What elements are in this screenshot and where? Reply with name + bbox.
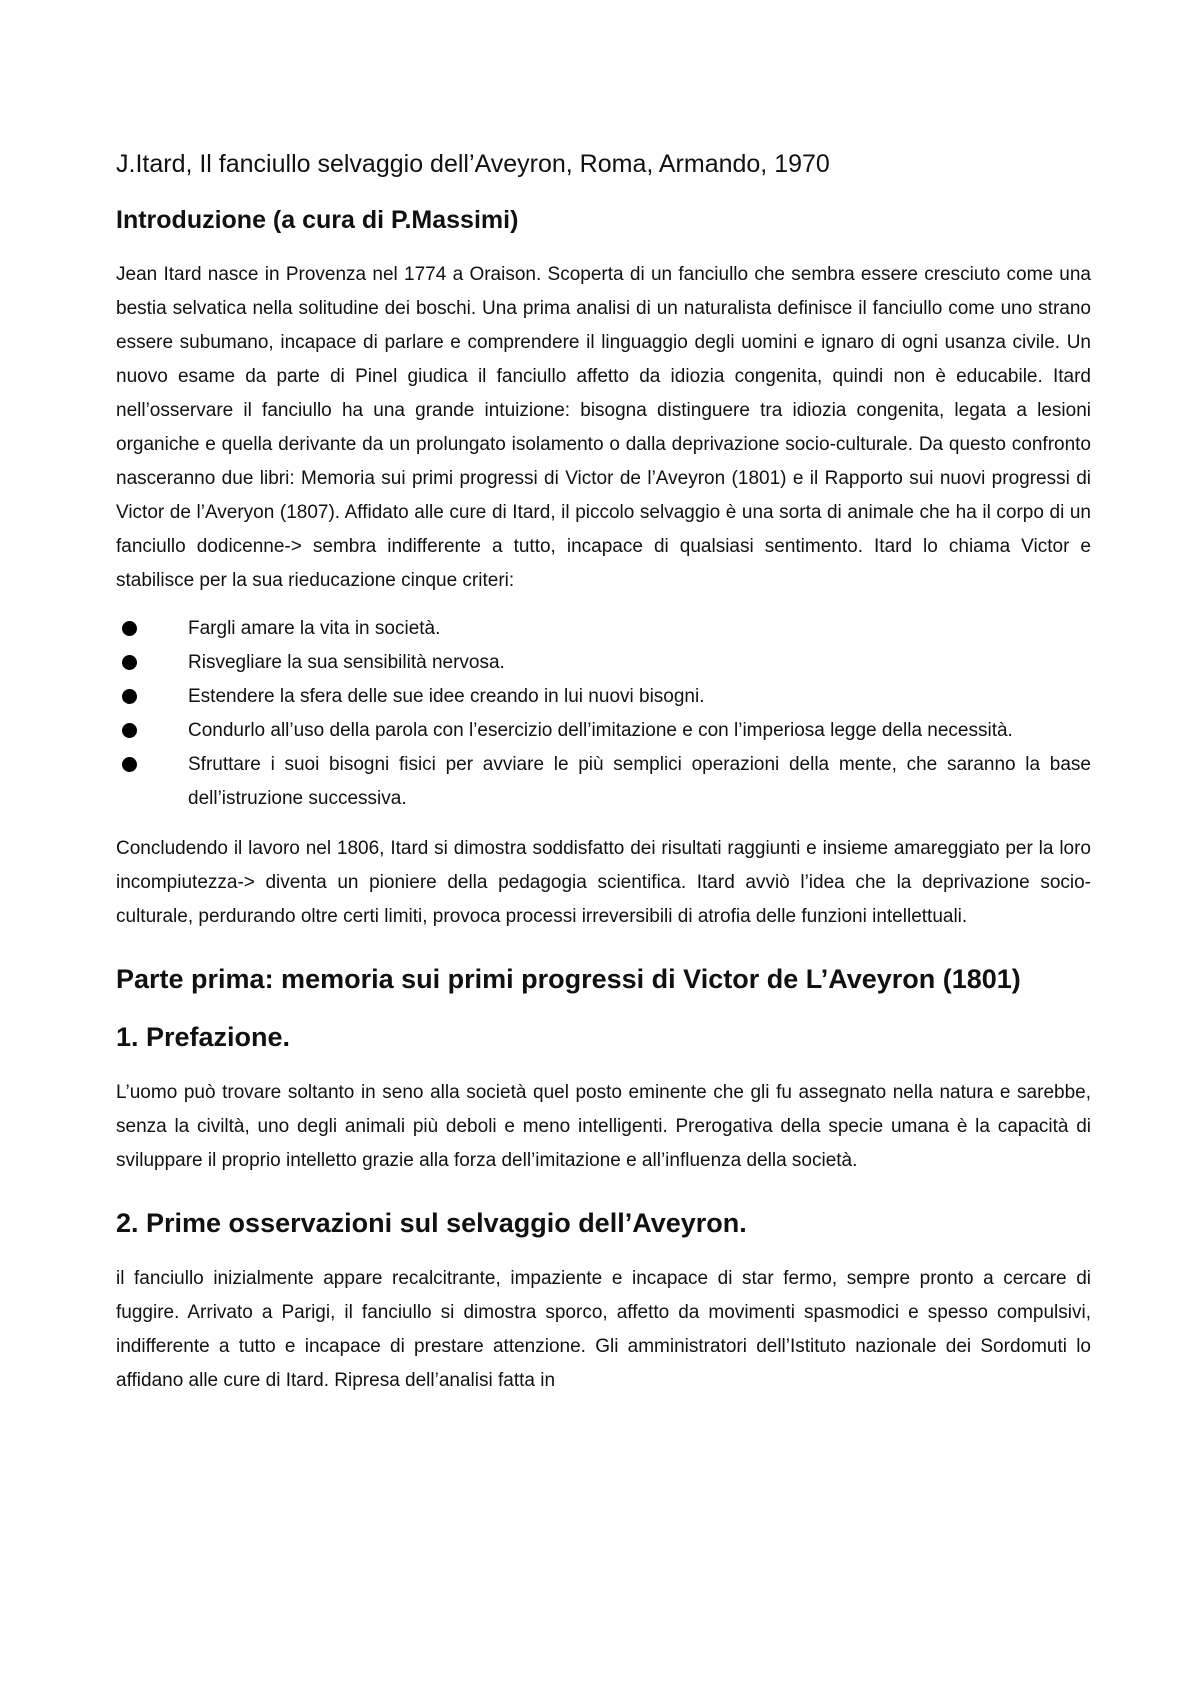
criteria-item xyxy=(116,714,1091,748)
criteria-list xyxy=(116,612,1091,816)
book-reference: J.Itard, Il fanciullo selvaggio dell’Aveyron, Roma, Armando, 1970 xyxy=(116,150,830,178)
criteria-text: Estendere la sfera delle sue idee creando in lui nuovi bisogni. xyxy=(188,686,705,707)
criteria-text: Sfruttare i suoi bisogni fisici per avviare le più semplici operazioni della mente, che saranno la base dell’istruzione successiva. xyxy=(188,754,1091,809)
criteria-text: Fargli amare la vita in società. xyxy=(188,618,441,639)
bullet-icon xyxy=(122,655,137,670)
criteria-item xyxy=(116,612,1091,646)
criteria-item xyxy=(116,646,1091,680)
section2-paragraph: il fanciullo inizialmente appare recalcitrante, impaziente e incapace di star fermo, sempre pronto a cercare di fuggire. Arrivato a Parigi, il fanciullo si dimostra sporco, affetto da movimenti spasmodici e spesso compulsivi, indifferente a tutto e incapace di prestare attenzione. Gli amministratori dell’Istituto nazionale dei Sordomuti lo affidano alle cure di Itard. Ripresa dell’analisi fatta in xyxy=(116,1268,1091,1391)
criteria-text: Risvegliare la sua sensibilità nervosa. xyxy=(188,652,505,673)
bullet-icon xyxy=(122,689,137,704)
criteria-text: Condurlo all’uso della parola con l’esercizio dell’imitazione e con l’imperiosa legge della necessità. xyxy=(188,720,1013,741)
bullet-icon xyxy=(122,723,137,738)
bullet-icon xyxy=(122,621,137,636)
section1-paragraph: L’uomo può trovare soltanto in seno alla società quel posto eminente che gli fu assegnato nella natura e sarebbe, senza la civiltà, uno degli animali più deboli e meno intelligenti. Prerogativa della specie umana è la capacità di sviluppare il proprio intelletto grazie alla forza dell’imitazione e all’influenza della società. xyxy=(116,1082,1091,1171)
part-heading: Parte prima: memoria sui primi progressi di Victor de L’Aveyron (1801) xyxy=(116,964,1021,994)
criteria-item xyxy=(116,748,1091,816)
section2-heading: 2. Prime osservazioni sul selvaggio dell’Aveyron. xyxy=(116,1208,747,1238)
conclusion-paragraph: Concludendo il lavoro nel 1806, Itard si dimostra soddisfatto dei risultati raggiunti e insieme amareggiato per la loro incompiutezza-> diventa un pioniere della pedagogia scientifica. Itard avviò l’idea che la deprivazione socio-culturale, perdurando oltre certi limiti, provoca processi irreversibili di atrofia delle funzioni intellettuali. xyxy=(116,838,1091,927)
intro-paragraph: Jean Itard nasce in Provenza nel 1774 a Oraison. Scoperta di un fanciullo che sembra essere cresciuto come una bestia selvatica nella solitudine dei boschi. Una prima analisi di un naturalista definisce il fanciullo come uno strano essere subumano, incapace di parlare e comprendere il linguaggio degli uomini e ignaro di ogni usanza civile. Un nuovo esame da parte di Pinel giudica il fanciullo affetto da idiozia congenita, quindi non è educabile. Itard nell’osservare il fanciullo ha una grande intuizione: bisogna distinguere tra idiozia congenita, legata a lesioni organiche e quella derivante da un prolungato isolamento o dalla deprivazione socio-culturale. Da questo confronto nasceranno due libri: Memoria sui primi progressi di Victor de l’Aveyron (1801) e il Rapporto sui nuovi progressi di Victor de l’Averyon (1807). Affidato alle cure di Itard, il piccolo selvaggio è una sorta di animale che ha il corpo di un fanciullo dodicenne-> sembra indifferente a tutto, incapace di qualsiasi sentimento. Itard lo chiama Victor e stabilisce per la sua rieducazione cinque criteri: xyxy=(116,264,1091,591)
section1-heading: 1. Prefazione. xyxy=(116,1022,291,1052)
bullet-icon xyxy=(122,757,137,772)
criteria-item xyxy=(116,680,1091,714)
intro-heading: Introduzione (a cura di P.Massimi) xyxy=(116,206,519,234)
document-page xyxy=(116,146,1091,1412)
